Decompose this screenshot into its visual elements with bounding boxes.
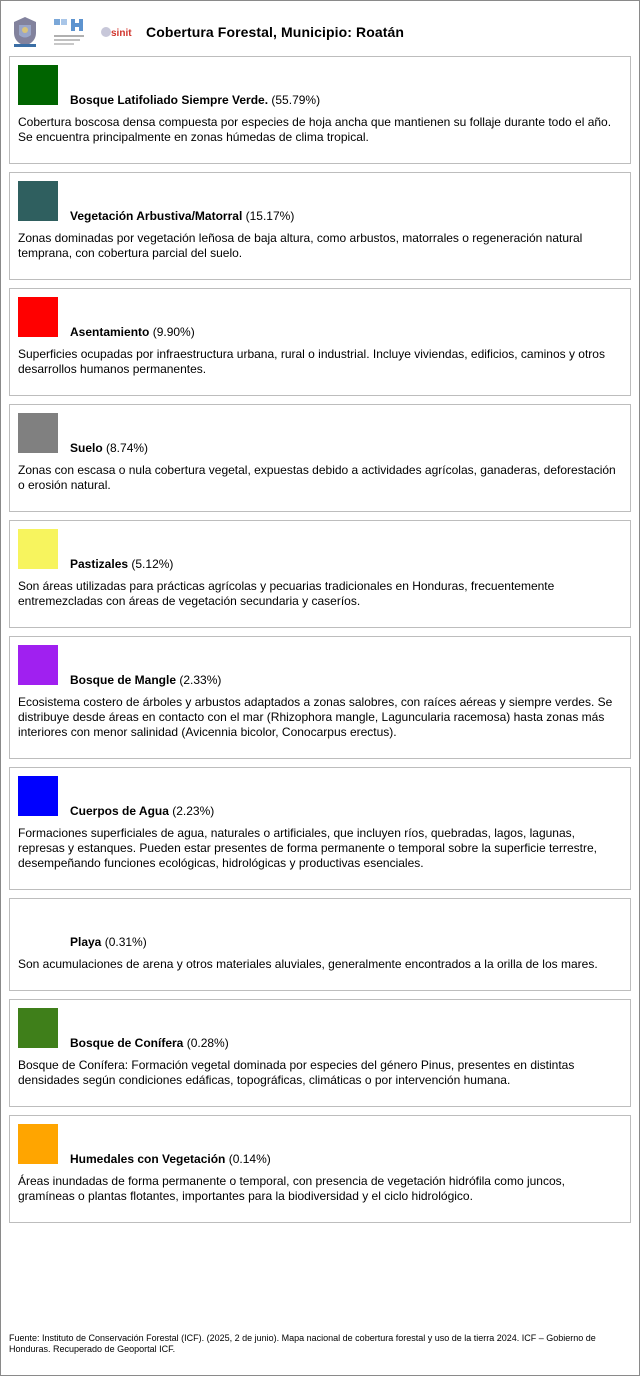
category-name: Bosque de Conífera	[70, 1036, 184, 1050]
legend-card	[9, 999, 631, 1107]
legend-card-header	[18, 65, 622, 105]
category-description: Zonas con escasa o nula cobertura vegetal, expuestas debido a actividades agrícolas, ganaderas, deforestación o erosión natural.	[18, 463, 616, 492]
category-label	[70, 804, 214, 818]
category-percent: (2.23%)	[172, 804, 215, 818]
category-description: Formaciones superficiales de agua, naturales o artificiales, que incluyen ríos, quebradas, lagos, lagunas, represas y estanques. Pueden estar presentes de forma permanente o temporal sobre la superficie terrestre, desempeñando funciones ecológicas, hidrológicas y productivas esenciales.	[18, 826, 597, 870]
planning-secretariat-logo	[52, 15, 86, 49]
legend-card	[9, 1115, 631, 1223]
category-description: Superficies ocupadas por infraestructura urbana, rural o industrial. Incluye viviendas, edificios, caminos y otros desarrollos humanos permanentes.	[18, 347, 605, 376]
legend-card	[9, 56, 631, 164]
category-description: Cobertura boscosa densa compuesta por especies de hoja ancha que mantienen su follaje durante todo el año. Se encuentra principalmente en zonas húmedas de clima tropical.	[18, 115, 612, 144]
legend-card-header	[18, 529, 622, 569]
category-name: Bosque de Mangle	[70, 673, 177, 687]
category-description: Son áreas utilizadas para prácticas agrícolas y pecuarias tradicionales en Honduras, frecuentemente entremezcladas con áreas de vegetación secundaria y caseríos.	[18, 579, 555, 608]
svg-text:sinit: sinit	[111, 28, 132, 39]
honduras-logo	[8, 15, 42, 49]
legend-list	[9, 56, 631, 1231]
legend-card-header	[18, 776, 622, 816]
legend-card-header	[18, 297, 622, 337]
category-label	[70, 673, 221, 687]
legend-card	[9, 520, 631, 628]
category-label	[70, 1152, 271, 1166]
legend-card	[9, 404, 631, 512]
color-swatch	[18, 1008, 58, 1048]
color-swatch	[18, 413, 58, 453]
color-swatch	[18, 645, 58, 685]
header	[8, 12, 628, 52]
category-name: Bosque Latifoliado Siempre Verde.	[70, 93, 269, 107]
color-swatch	[18, 529, 58, 569]
category-percent: (0.14%)	[228, 1152, 271, 1166]
source-note: Fuente: Instituto de Conservación Forestal (ICF). (2025, 2 de junio). Mapa nacional de cobertura forestal y uso de la tierra 2024. ICF – Gobierno de Honduras. Recuperado de Geoportal ICF.	[9, 1333, 596, 1354]
category-label	[70, 1036, 229, 1050]
category-name: Suelo	[70, 441, 103, 455]
category-percent: (15.17%)	[245, 209, 295, 223]
category-description: Ecosistema costero de árboles y arbustos adaptados a zonas salobres, con raíces aéreas y siempre verdes. Se distribuye desde áreas en contacto con el mar (Rhizophora mangle, Laguncularia racemosa) hasta zonas más interiores con menor salinidad (Avicennia bicolor, Conocarpus erectus).	[18, 695, 613, 739]
color-swatch	[18, 907, 58, 947]
legend-card	[9, 288, 631, 396]
legend-card-header	[18, 413, 622, 453]
category-percent: (0.28%)	[186, 1036, 229, 1050]
color-swatch	[18, 297, 58, 337]
color-swatch	[18, 1124, 58, 1164]
color-swatch	[18, 776, 58, 816]
category-name: Asentamiento	[70, 325, 150, 339]
sinit-logo	[100, 22, 136, 42]
category-percent: (8.74%)	[106, 441, 149, 455]
legend-card-header	[18, 1008, 622, 1048]
category-label	[70, 557, 173, 571]
category-percent: (9.90%)	[152, 325, 195, 339]
color-swatch	[18, 181, 58, 221]
page-title: Cobertura Forestal, Municipio: Roatán	[146, 24, 405, 40]
legend-card	[9, 898, 631, 991]
category-name: Cuerpos de Agua	[70, 804, 169, 818]
category-name: Humedales con Vegetación	[70, 1152, 226, 1166]
category-label	[70, 441, 148, 455]
legend-card-header	[18, 181, 622, 221]
legend-card	[9, 172, 631, 280]
category-percent: (55.79%)	[271, 93, 321, 107]
category-label	[70, 93, 320, 107]
category-name: Playa	[70, 935, 102, 949]
legend-card-header	[18, 1124, 622, 1164]
category-description: Son acumulaciones de arena y otros materiales aluviales, generalmente encontrados a la orilla de los mares.	[18, 957, 598, 971]
category-name: Vegetación Arbustiva/Matorral	[70, 209, 243, 223]
legend-card-header	[18, 645, 622, 685]
category-name: Pastizales	[70, 557, 129, 571]
category-percent: (5.12%)	[131, 557, 174, 571]
category-description: Zonas dominadas por vegetación leñosa de baja altura, como arbustos, matorrales o regeneración natural temprana, con cobertura parcial del suelo.	[18, 231, 583, 260]
legend-card	[9, 767, 631, 890]
category-description: Bosque de Conífera: Formación vegetal dominada por especies del género Pinus, presentes en distintas densidades según condiciones edáficas, topográficas, climáticas o por intervención humana.	[18, 1058, 575, 1087]
category-label	[70, 209, 294, 223]
category-label	[70, 325, 195, 339]
category-percent: (2.33%)	[179, 673, 222, 687]
legend-card	[9, 636, 631, 759]
color-swatch	[18, 65, 58, 105]
category-percent: (0.31%)	[104, 935, 147, 949]
category-description: Áreas inundadas de forma permanente o temporal, con presencia de vegetación hidrófila como juncos, gramíneas o plantas flotantes, importantes para la biodiversidad y el ciclo hidrológico.	[18, 1174, 565, 1203]
category-label	[70, 935, 147, 949]
legend-card-header	[18, 907, 622, 947]
